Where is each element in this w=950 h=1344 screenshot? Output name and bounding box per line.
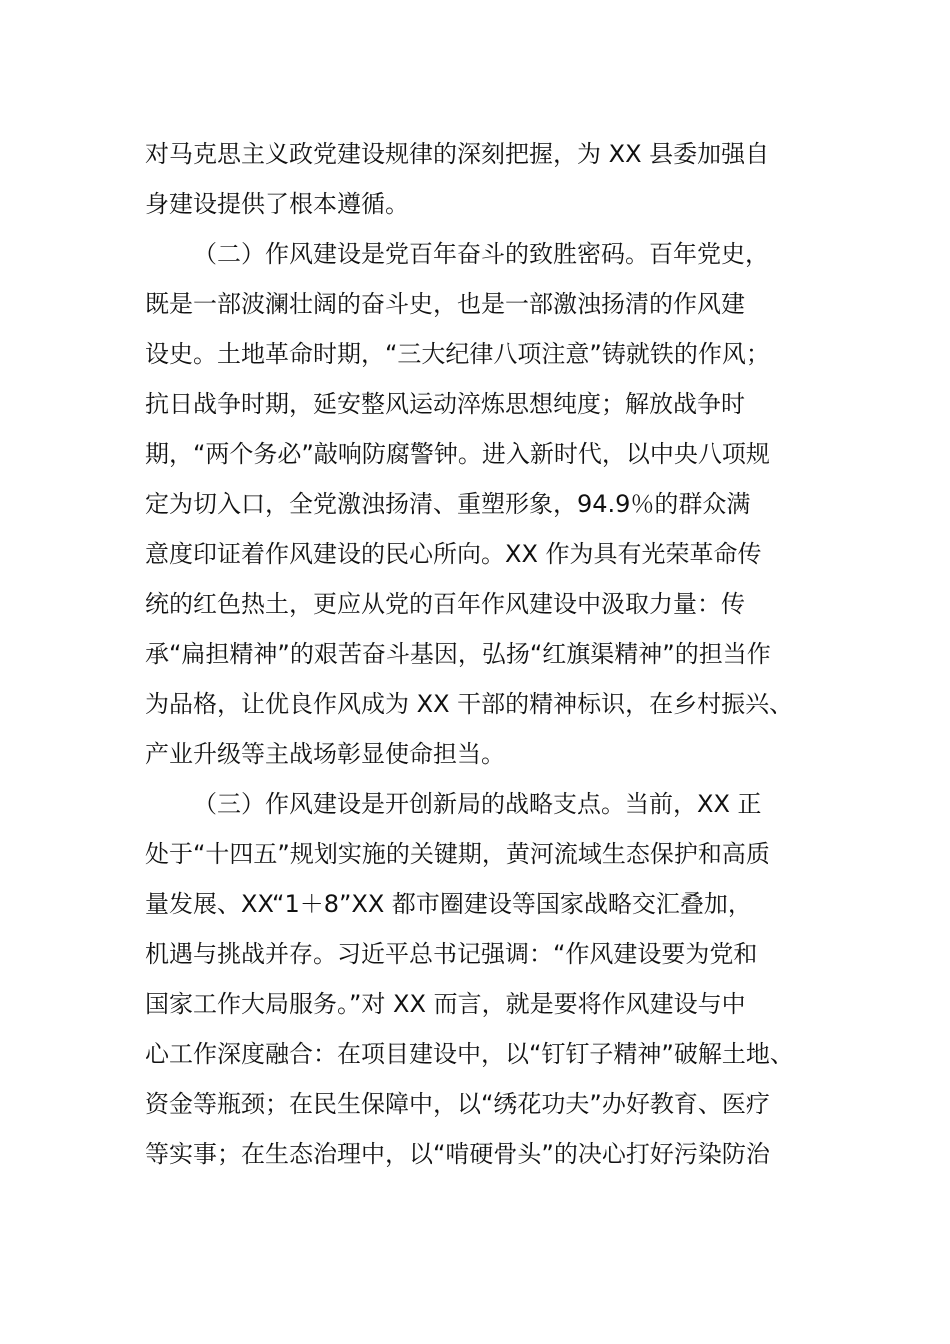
text-line: 抗日战争时期，延安整风运动淬炼思想纯度；解放战争时 (145, 390, 745, 418)
text-line: 资金等瓶颈；在民生保障中，以“绣花功夫”办好教育、医疗 (145, 1090, 770, 1118)
text-line: 产业升级等主战场彰显使命担当。 (145, 740, 505, 768)
text-line: 定为切入口，全党激浊扬清、重塑形象，94.9％的群众满 (145, 490, 751, 518)
text-line: 设史。土地革命时期，“三大纪律八项注意”铸就铁的作风； (145, 340, 770, 368)
text-line: 处于“十四五”规划实施的关键期，黄河流域生态保护和高质 (145, 840, 770, 868)
text-line: 既是一部波澜壮阔的奋斗史，也是一部激浊扬清的作风建 (145, 290, 745, 318)
text-line: 等实事；在生态治理中，以“啃硬骨头”的决心打好污染防治 (145, 1140, 770, 1168)
text-line: 意度印证着作风建设的民心所向。XX 作为具有光荣革命传 (145, 540, 762, 568)
text-line: 量发展、XX“1＋8”XX 都市圈建设等国家战略交汇叠加， (145, 890, 752, 918)
text-line: 统的红色热土，更应从党的百年作风建设中汲取力量：传 (145, 590, 745, 618)
section-heading-line: （二）作风建设是党百年奋斗的致胜密码。百年党史， (193, 240, 769, 268)
text-line: 心工作深度融合：在项目建设中，以“钉钉子精神”破解土地、 (145, 1040, 794, 1068)
section-heading-line: （三）作风建设是开创新局的战略支点。当前，XX 正 (193, 790, 762, 818)
text-line: 承“扁担精神”的艰苦奋斗基因，弘扬“红旗渠精神”的担当作 (145, 640, 771, 668)
text-line: 为品格，让优良作风成为 XX 干部的精神标识，在乡村振兴、 (145, 690, 794, 718)
body-text (145, 129, 845, 1179)
text-line: 机遇与挑战并存。习近平总书记强调：“作风建设要为党和 (145, 940, 758, 968)
text-line: 对马克思主义政党建设规律的深刻把握，为 XX 县委加强自 (145, 140, 770, 168)
text-line: 国家工作大局服务。”对 XX 而言，就是要将作风建设与中 (145, 990, 746, 1018)
text-line: 身建设提供了根本遵循。 (145, 190, 409, 218)
text-line: 期，“两个务必”敲响防腐警钟。进入新时代，以中央八项规 (145, 440, 770, 468)
